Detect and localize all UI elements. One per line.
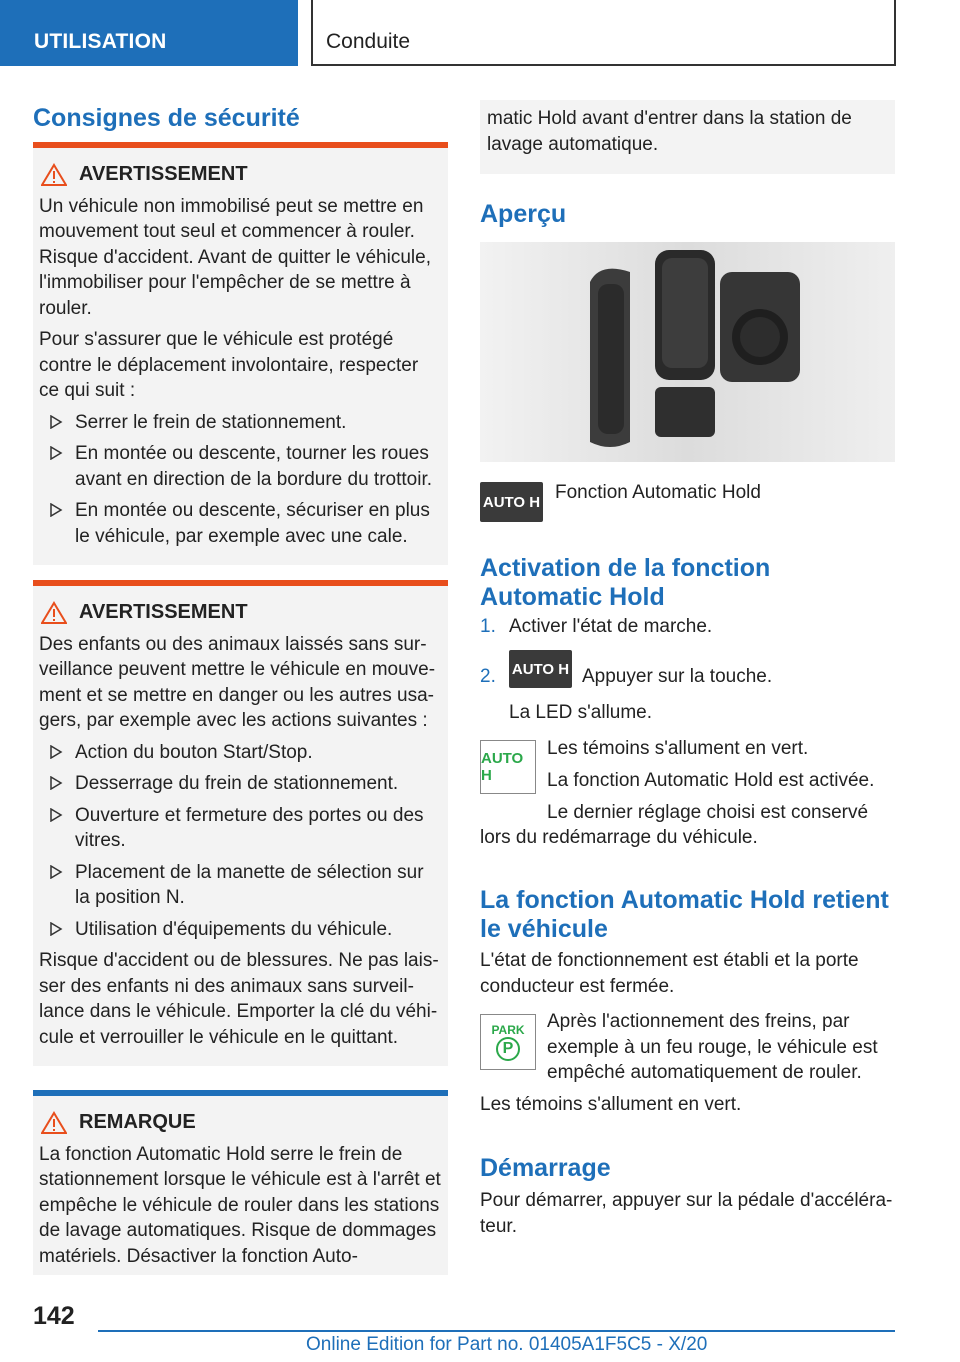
warning-box-2: [33, 580, 448, 1066]
retain-heading: La fonction Automatic Hold retient le véhicule: [480, 886, 889, 943]
auto-h-indicator-icon: AUTO H: [480, 740, 536, 794]
indicator-text: Les témoins s'allument en vert.: [547, 738, 809, 759]
bullet-triangle-icon: [49, 865, 63, 879]
page-number: 142: [33, 1302, 75, 1330]
led-text: La LED s'allume.: [509, 702, 653, 723]
list-item: Serrer le frein de stationnement.: [39, 410, 442, 436]
safety-heading: Consignes de sécurité: [33, 104, 300, 132]
start-heading: Démarrage: [480, 1154, 611, 1182]
list-item: Desserrage du frein de stationnement.: [39, 771, 442, 797]
edition-text: Online Edition for Part no. 01405A1F5C5 - X/20: [306, 1334, 708, 1355]
warning-text: Risque d'accident ou de blessures. Ne pas laisser des enfants ni des animaux sans surveillance dans le véhicule. Emporter la clé du véhicule et verrouiller le véhicule en le quittant.: [39, 950, 439, 1048]
warning-box-1: [33, 142, 448, 565]
warning-list: [39, 410, 442, 550]
note-title: REMARQUE: [79, 1111, 196, 1133]
park-text: Après l'actionnement des freins, par exemple à un feu rouge, le véhicule est empêché automatiquement de rouler.: [547, 1011, 878, 1083]
list-item: En montée ou descente, tourner les roues avant en direction de la bordure du trottoir.: [39, 441, 442, 492]
warning-title: AVERTISSEMENT: [79, 163, 248, 185]
bullet-triangle-icon: [49, 808, 63, 822]
note-continuation-box: [480, 100, 895, 174]
auto-h-button-icon: AUTO H: [509, 650, 572, 688]
warning-icon: [41, 163, 67, 187]
note-text: La fonction Automatic Hold serre le frein de stationnement lorsque le véhicule est à l'arrêt et empêche le véhicule de rouler dans les stations de lavage automatiques. Risque de dommages matériels. Désactiver la fonction Auto-: [39, 1143, 441, 1267]
bullet-triangle-icon: [49, 503, 63, 517]
auto-h-button-icon: AUTO H: [480, 482, 543, 522]
footer-divider: [98, 1330, 895, 1332]
bullet-triangle-icon: [49, 922, 63, 936]
bullet-triangle-icon: [49, 745, 63, 759]
warning-title: AVERTISSEMENT: [79, 601, 248, 623]
list-item: En montée ou descente, sécuriser en plus le véhicule, par exemple avec une cale.: [39, 498, 442, 549]
bullet-triangle-icon: [49, 776, 63, 790]
list-item: Ouverture et fermeture des portes ou des vitres.: [39, 803, 442, 854]
chapter-tab: [311, 0, 896, 66]
warning-text: Des enfants ou des animaux laissés sans surveillance peuvent mettre le véhicule en mouvement et se mettre en danger ou les autres usagers, par exemple avec les actions suivantes :: [39, 633, 436, 731]
retain-text: L'état de fonctionnement est établi et la porte conducteur est fermée.: [480, 950, 859, 997]
section-tab: [0, 0, 298, 66]
steps-list: [480, 614, 895, 723]
warning-text: Un véhicule non immobilisé peut se mettre en mouvement tout seul et commencer à rouler. Risque d'accident. Avant de quitter le véhicule, l'immobiliser pour l'empêcher de se mettre à rouler.: [39, 195, 431, 319]
warning-icon: [41, 1111, 67, 1135]
indicator-text: Le dernier réglage choisi est conservé: [547, 802, 869, 823]
warning-text: Pour s'assurer que le véhicule est protégé contre le déplacement involontaire, respecter ce qui suit :: [39, 329, 419, 401]
park-tail: Les témoins s'allument en vert.: [480, 1094, 742, 1115]
step-item: 1. Activer l'état de marche.: [480, 616, 713, 637]
console-photo: [480, 242, 895, 462]
list-item: Placement de la manette de sélection sur la position N.: [39, 860, 442, 911]
note-box: [33, 1090, 448, 1275]
button-caption: Fonction Automatic Hold: [555, 482, 761, 503]
indicator-text: La fonction Automatic Hold est activée.: [547, 770, 875, 791]
bullet-triangle-icon: [49, 446, 63, 460]
bullet-triangle-icon: [49, 415, 63, 429]
activation-heading: Activation de la fonction Automatic Hold: [480, 554, 771, 611]
chapter-title: Conduite: [326, 30, 411, 53]
section-title: UTILISATION: [34, 30, 167, 53]
list-item: Action du bouton Start/Stop.: [39, 740, 442, 766]
start-text: Pour démarrer, appuyer sur la pédale d'accélérateur.: [480, 1190, 893, 1237]
overview-heading: Aperçu: [480, 200, 567, 228]
indicator-text: lors du redémarrage du véhicule.: [480, 827, 758, 848]
step-item: 2. AUTO H Appuyer sur la touche.: [480, 650, 895, 710]
park-indicator-icon: PARK P: [480, 1014, 536, 1070]
list-item: Utilisation d'équipements du véhicule.: [39, 917, 442, 943]
warning-icon: [41, 601, 67, 625]
warning-list: [39, 740, 442, 943]
note-text: matic Hold avant d'entrer dans la station de lavage automatique.: [487, 108, 852, 155]
